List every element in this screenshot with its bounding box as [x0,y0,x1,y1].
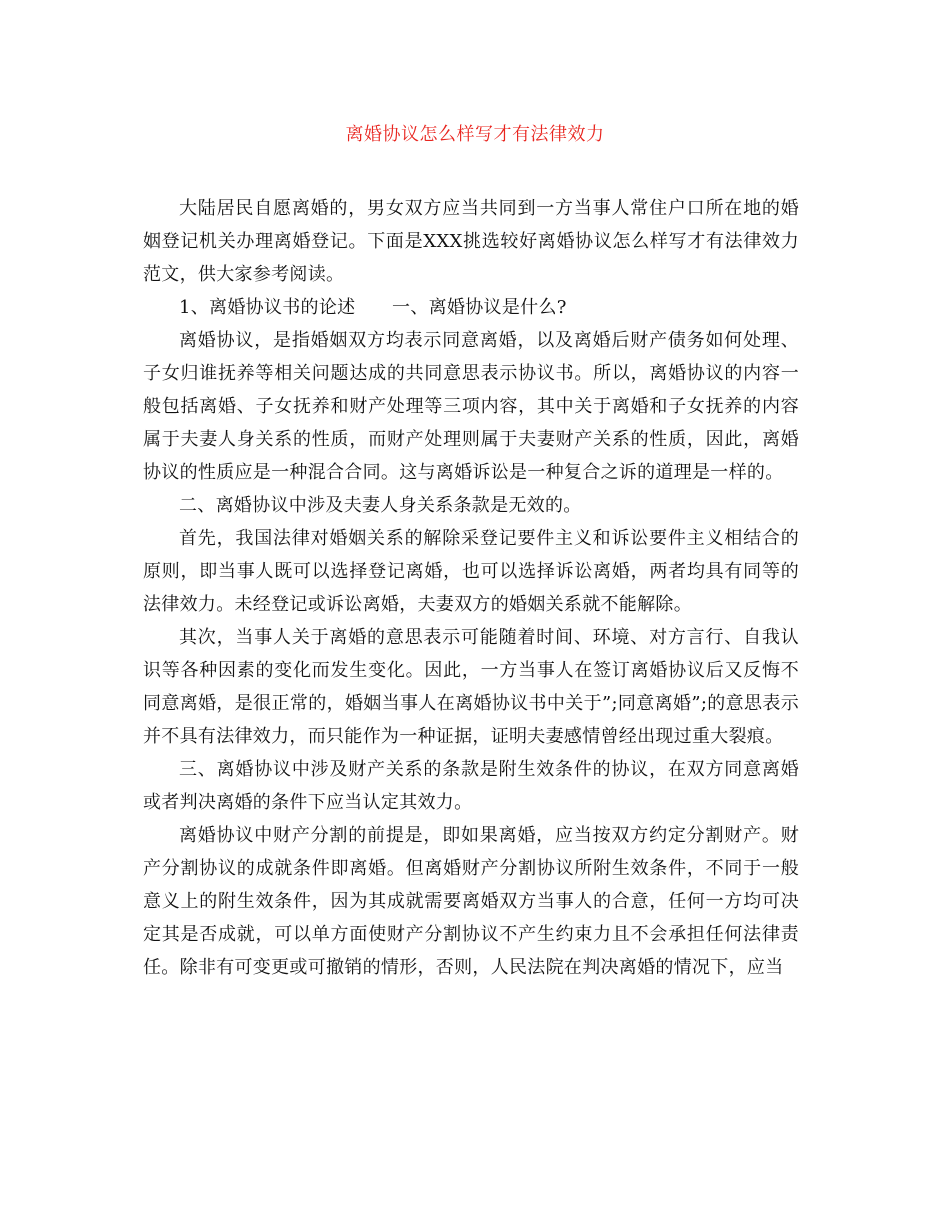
paragraph-section-heading: 1、离婚协议书的论述 一、离婚协议是什么? [179,297,567,318]
document-body [143,192,799,984]
paragraph-property: 离婚协议中财产分割的前提是，即如果离婚，应当按双方约定分割财产。财产分割协议的成就条件即离婚。但离婚财产分割协议所附生效条件，不同于一般意义上的附生效条件，因为其成就需要离婚双方当事人的合意，任何一方均可决定其是否成就，可以单方面使财产分割协议不产生约束力且不会承担任何法律责任。除非有可变更或可撤销的情形，否则，人民法院在判决离婚的情况下，应当 [143,825,799,978]
paragraph-heading-three: 三、离婚协议中涉及财产关系的条款是附生效条件的协议，在双方同意离婚或者判决离婚的条件下应当认定其效力。 [143,759,799,813]
paragraph-definition: 离婚协议，是指婚姻双方均表示同意离婚，以及离婚后财产债务如何处理、子女归谁抚养等相关问题达成的共同意思表示协议书。所以，离婚协议的内容一般包括离婚、子女抚养和财产处理等三项内容，其中关于离婚和子女抚养的内容属于夫妻人身关系的性质，而财产处理则属于夫妻财产关系的性质，因此，离婚协议的性质应是一种混合合同。这与离婚诉讼是一种复合之诉的道理是一样的。 [143,330,799,483]
paragraph-first: 首先，我国法律对婚姻关系的解除采登记要件主义和诉讼要件主义相结合的原则，即当事人既可以选择登记离婚，也可以选择诉讼离婚，两者均具有同等的法律效力。未经登记或诉讼离婚，夫妻双方的婚姻关系就不能解除。 [143,528,799,615]
document-title: 离婚协议怎么样写才有法律效力 [345,124,605,145]
paragraph-intro: 大陆居民自愿离婚的，男女双方应当共同到一方当事人常住户口所在地的婚姻登记机关办理离婚登记。下面是XXX挑选较好离婚协议怎么样写才有法律效力范文，供大家参考阅读。 [143,198,799,285]
paragraph-heading-two: 二、离婚协议中涉及夫妻人身关系条款是无效的。 [179,495,582,516]
paragraph-second: 其次，当事人关于离婚的意思表示可能随着时间、环境、对方言行、自我认识等各种因素的变化而发生变化。因此，一方当事人在签订离婚协议后又反悔不同意离婚，是很正常的，婚姻当事人在离婚协议书中关于”;同意离婚”;的意思表示并不具有法律效力，而只能作为一种证据，证明夫妻感情曾经出现过重大裂痕。 [143,627,799,747]
